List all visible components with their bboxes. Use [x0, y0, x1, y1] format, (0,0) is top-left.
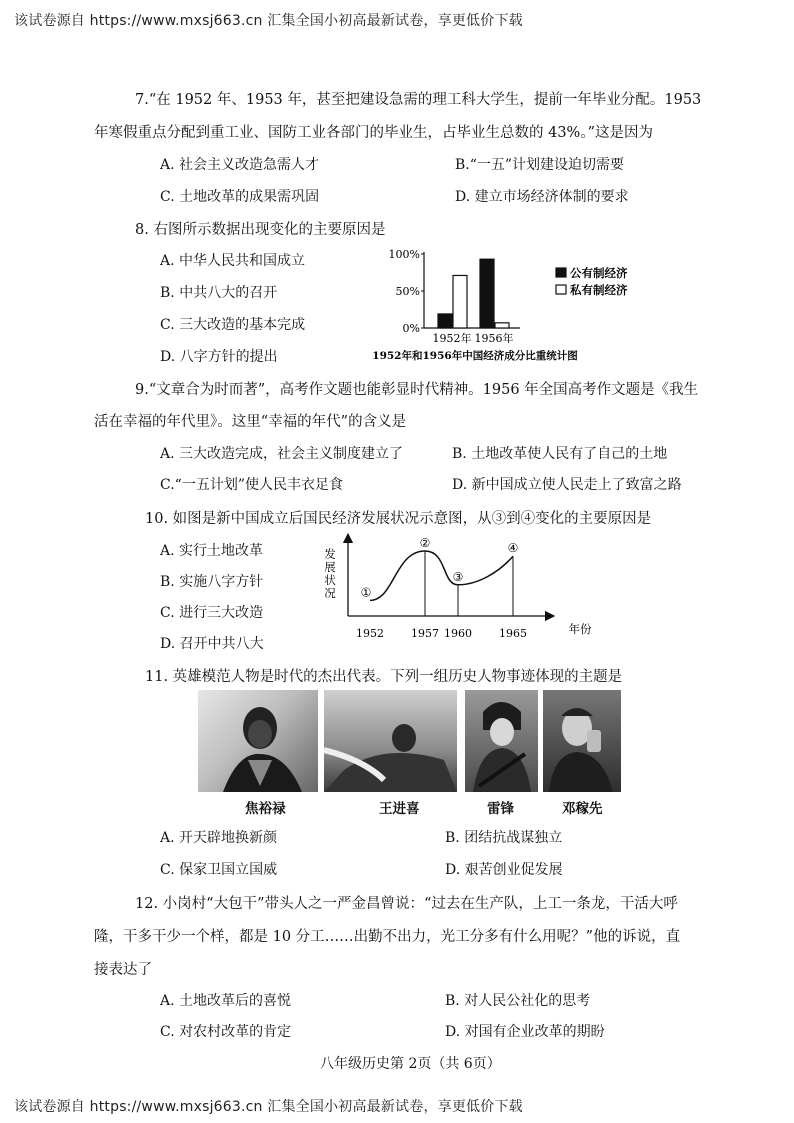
q10-option-b[interactable]: B. 实施八字方针 [160, 574, 264, 590]
q11-option-d[interactable]: D. 艰苦创业促发展 [445, 862, 563, 878]
point-label-1: ① [360, 585, 372, 600]
source-header: 该试卷源自 https://www.mxsj663.cn 汇集全国小初高最新试卷，享更低价下载 [14, 13, 523, 29]
caption-deng-jiaxian: 邓稼先 [562, 801, 603, 817]
bar-public-1 [480, 259, 494, 328]
question-12-line2: 隆，干多干少一个样，都是 10 分工……出勤不出力，光工分多有什么用呢？”他的诉说，直 [94, 929, 681, 945]
photo-deng-jiaxian [543, 690, 621, 792]
question-10: 10. 如图是新中国成立后国民经济发展状况示意图，从③到④变化的主要原因是 [145, 511, 652, 527]
bar-chart-ytick-50: 50% [395, 285, 420, 298]
bar-chart-ytick-100: 100% [388, 248, 420, 261]
economy-composition-bar-chart [360, 240, 660, 365]
line-chart-xlabel: 年份 [568, 622, 592, 636]
q8-option-d[interactable]: D. 八字方针的提出 [160, 349, 278, 365]
page-number: 八年级历史第 2页（共 6页） [320, 1056, 501, 1072]
question-9-line2: 活在幸福的年代里》。这里“幸福的年代”的含义是 [94, 414, 407, 430]
caption-lei-feng: 雷锋 [487, 801, 514, 817]
bar-public-0 [438, 314, 452, 328]
legend-label-1: 私有制经济 [570, 283, 628, 297]
question-12-line3: 接表达了 [94, 962, 152, 978]
line-chart-ylabel-char: 况 [324, 586, 336, 600]
bar-private-1 [495, 323, 509, 328]
q10-option-a[interactable]: A. 实行土地改革 [160, 543, 264, 559]
q9-option-a[interactable]: A. 三大改造完成，社会主义制度建立了 [160, 446, 404, 462]
photo-jiao-yulu [198, 690, 318, 792]
question-7-line1: 7.“在 1952 年、1953 年，甚至把建设急需的理工科大学生，提前一年毕业分配。1953 [135, 92, 702, 108]
q7-option-a[interactable]: A. 社会主义改造急需人才 [160, 157, 320, 173]
q8-option-b[interactable]: B. 中共八大的召开 [160, 285, 278, 301]
bar-chart-category-0: 1952年 [432, 332, 472, 345]
legend-label-0: 公有制经济 [570, 266, 628, 280]
q11-option-a[interactable]: A. 开天辟地换新颜 [160, 830, 278, 846]
caption-jiao-yulu: 焦裕禄 [245, 801, 286, 817]
q9-option-d[interactable]: D. 新中国成立使人民走上了致富之路 [452, 477, 682, 493]
question-9-line1: 9.“文章合为时而著”，高考作文题也能彰显时代精神。1956 年全国高考作文题是《我生 [135, 382, 699, 398]
source-footer: 该试卷源自 https://www.mxsj663.cn 汇集全国小初高最新试卷，享更低价下载 [14, 1099, 523, 1115]
caption-wang-jinxi: 王进喜 [379, 801, 420, 817]
legend-swatch-0 [556, 268, 566, 277]
q11-option-b[interactable]: B. 团结抗战谋独立 [445, 830, 563, 846]
q10-option-d[interactable]: D. 召开中共八大 [160, 636, 264, 652]
economy-development-line-chart [318, 532, 608, 644]
q7-option-b[interactable]: B.“一五”计划建设迫切需要 [455, 157, 625, 173]
q12-option-c[interactable]: C. 对农村改革的肯定 [160, 1024, 292, 1040]
q10-option-c[interactable]: C. 进行三大改造 [160, 605, 264, 621]
q11-option-c[interactable]: C. 保家卫国立国威 [160, 862, 278, 878]
line-chart-xtick-1952: 1952 [356, 627, 384, 640]
bar-chart-ytick-0: 0% [402, 322, 420, 335]
photo-wang-jinxi [324, 690, 457, 792]
question-11: 11. 英雄模范人物是时代的杰出代表。下列一组历史人物事迹体现的主题是 [145, 669, 623, 685]
q8-option-a[interactable]: A. 中华人民共和国成立 [160, 253, 306, 269]
q12-option-d[interactable]: D. 对国有企业改革的期盼 [445, 1024, 605, 1040]
question-8: 8. 右图所示数据出现变化的主要原因是 [135, 222, 386, 238]
line-chart-ylabel-char: 状 [324, 573, 336, 587]
q9-option-b[interactable]: B. 土地改革使人民有了自己的土地 [452, 446, 668, 462]
q12-option-b[interactable]: B. 对人民公社化的思考 [445, 993, 591, 1009]
bar-private-0 [453, 275, 467, 328]
line-chart-xtick-1965: 1965 [499, 627, 527, 640]
q9-option-c[interactable]: C.“一五计划”使人民丰衣足食 [160, 477, 343, 493]
q8-option-c[interactable]: C. 三大改造的基本完成 [160, 317, 306, 333]
q12-option-a[interactable]: A. 土地改革后的喜悦 [160, 993, 292, 1009]
line-chart-xtick-1957: 1957 [411, 627, 439, 640]
bar-chart-title: 1952年和1956年中国经济成分比重统计图 [372, 350, 578, 362]
q7-option-c[interactable]: C. 土地改革的成果需巩固 [160, 189, 320, 205]
q7-option-d[interactable]: D. 建立市场经济体制的要求 [455, 189, 629, 205]
photo-lei-feng [465, 690, 538, 792]
line-chart-ylabel-char: 发 [324, 547, 336, 561]
bar-chart-category-1: 1956年 [474, 332, 514, 345]
line-chart-xtick-1960: 1960 [444, 627, 472, 640]
point-label-4: ④ [507, 541, 519, 556]
legend-swatch-1 [556, 285, 566, 294]
development-curve [370, 551, 513, 600]
question-7-line2: 年寒假重点分配到重工业、国防工业各部门的毕业生，占毕业生总数的 43%。”这是因为 [94, 125, 653, 141]
question-12-line1: 12. 小岗村“大包干”带头人之一严金昌曾说：“过去在生产队，上工一条龙，干活大呼 [135, 896, 678, 912]
line-chart-ylabel-char: 展 [324, 560, 336, 574]
point-label-2: ② [419, 536, 431, 550]
point-label-3: ③ [452, 569, 464, 584]
